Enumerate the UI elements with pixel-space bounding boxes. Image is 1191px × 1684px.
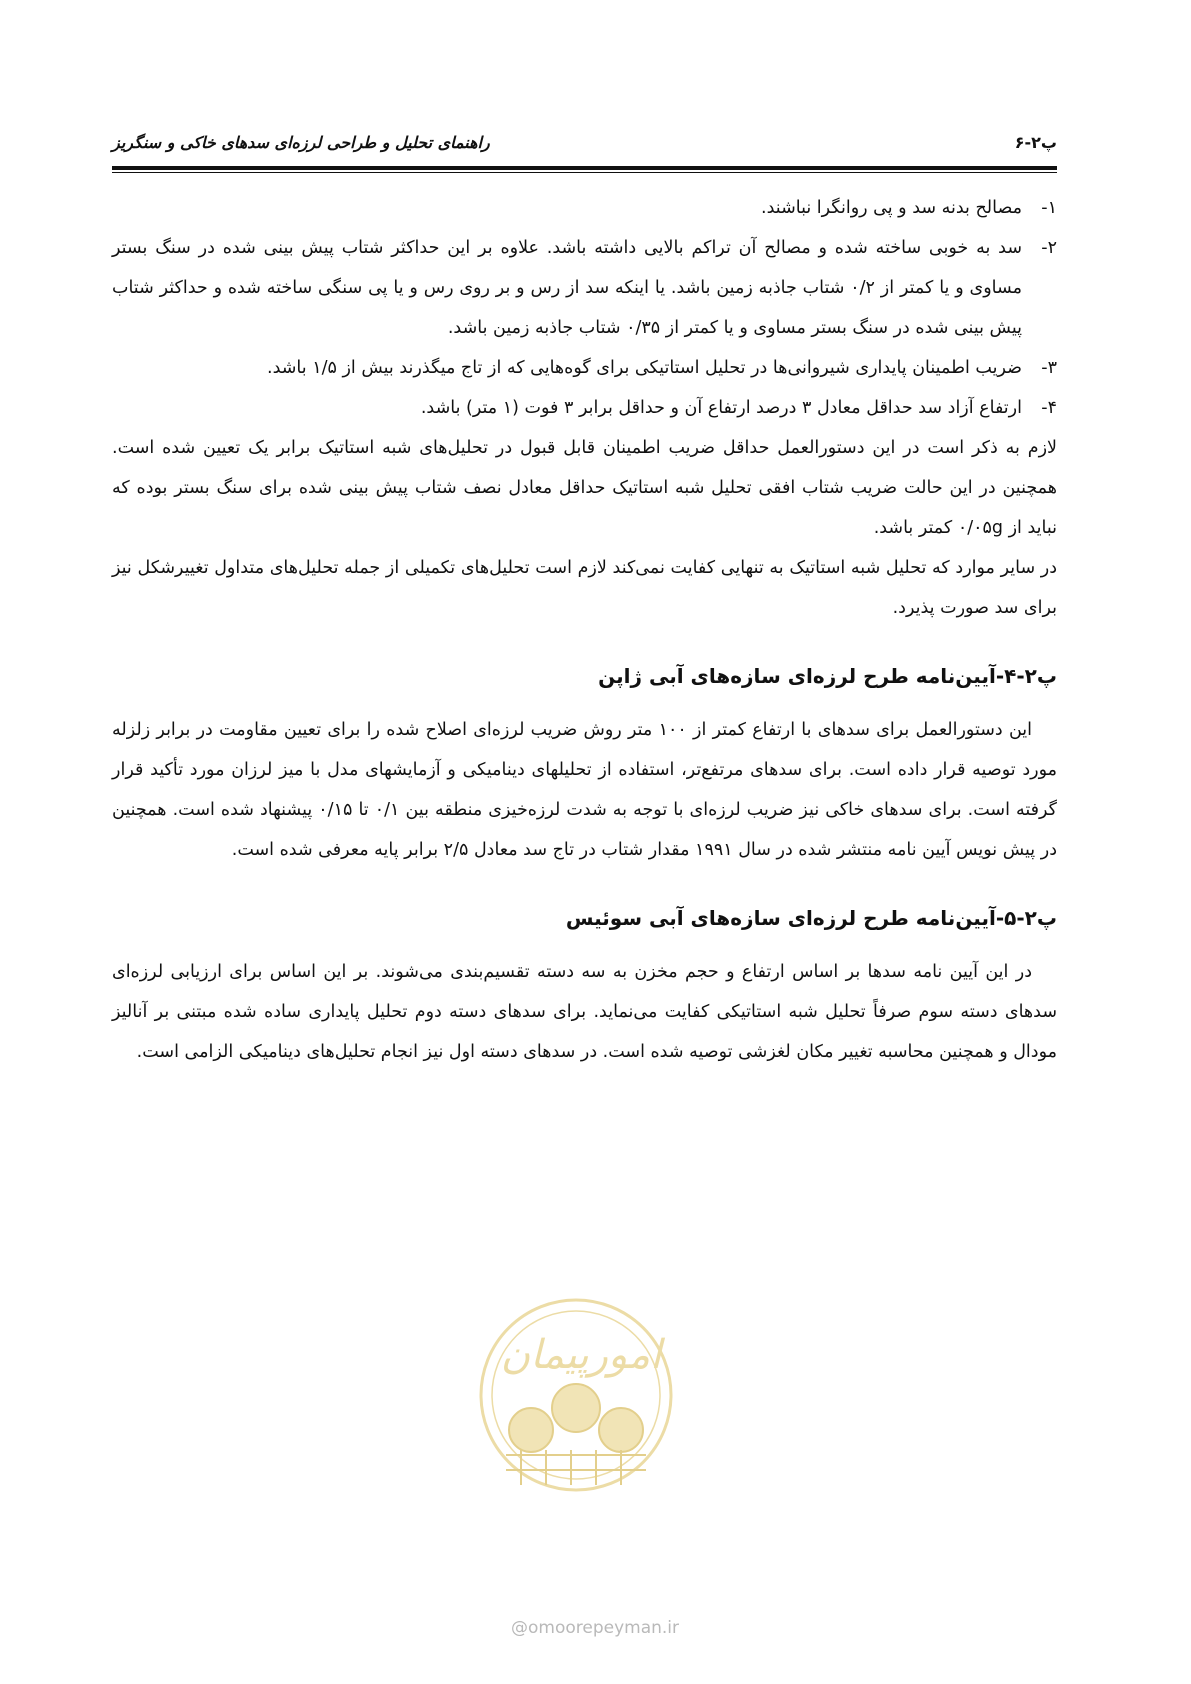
- watermark-logo: [446, 1290, 706, 1500]
- header-rule-thin: [112, 172, 1057, 173]
- header-rule: [112, 166, 1057, 170]
- list-item-text: ارتفاع آزاد سد حداقل معادل ۳ درصد ارتفاع آن و حداقل برابر ۳ فوت (۱ متر) باشد.: [420, 398, 1022, 418]
- list-item-text: ضریب اطمینان پایداری شیروانی‌ها در تحلیل استاتیکی برای گوه‌هایی که از تاج میگذرند بیش از ۱/۵ باشد.: [267, 358, 1022, 378]
- page-header: [112, 125, 1057, 165]
- page-number: پ۲-۶: [1014, 133, 1057, 152]
- list-item-number: ۱-: [1041, 198, 1057, 218]
- paragraph: در سایر موارد که تحلیل شبه استاتیک به تنهایی کفایت نمی‌کند لازم است تحلیل‌های تکمیلی از جمله تحلیل‌های متداول تغییرشکل نیز برای سد صورت پذیرد.: [112, 558, 1057, 618]
- list-item-number: ۴-: [1041, 398, 1057, 418]
- paragraph: در این آیین نامه سدها بر اساس ارتفاع و حجم مخزن به سه دسته تقسیم‌بندی می‌شوند. بر این اساس برای ارزیابی لرزه‌ای سدهای دسته سوم صرفاً تحلیل شبه استاتیکی کفایت می‌نماید. برای سدهای دسته دوم تحلیل پایداری ساده شده مبتنی بر آنالیز مودال و همچنین محاسبه تغییر مکان لغزشی توصیه شده است. در سدهای دسته اول نیز انجام تحلیل‌های دینامیکی الزامی است.: [112, 962, 1057, 1062]
- paragraph: لازم به ذکر است در این دستورالعمل حداقل ضریب اطمینان قابل قبول در تحلیل‌های شبه استاتیک برابر یک تعیین شده است. همچنین در این حالت ضریب شتاب افقی تحلیل شبه استاتیک حداقل معادل نصف شتاب پیش بینی شده برای سنگ بستر بوده که نباید از ۰/۰۵g کمتر باشد.: [112, 438, 1057, 538]
- watermark-url: @omoorepeyman.ir: [510, 1618, 680, 1638]
- list-item-number: ۲-: [1041, 238, 1057, 258]
- list-item: [112, 348, 1057, 388]
- list-item: [112, 228, 1057, 348]
- paragraph: این دستورالعمل برای سدهای با ارتفاع کمتر از ۱۰۰ متر روش ضریب لرزه‌ای اصلاح شده را برای تعیین مقاومت در برابر زلزله مورد توصیه قرار داده است. برای سدهای مرتفع‌تر، استفاده از تحلیلهای دینامیکی و آزمایشهای مدل با میز لرزان مورد تأکید قرار گرفته است. برای سدهای خاکی نیز ضریب لرزه‌ای با توجه به شدت لرزه‌خیزی منطقه بین ۰/۱ تا ۰/۱۵ پیشنهاد شده است. همچنین در پیش نویس آیین نامه منتشر شده در سال ۱۹۹۱ مقدار شتاب در تاج سد معادل ۲/۵ برابر پایه معرفی شده است.: [112, 720, 1058, 860]
- list-item-text: مصالح بدنه سد و پی روانگرا نباشند.: [761, 198, 1022, 218]
- list-item: [112, 388, 1057, 428]
- page-body: [112, 188, 1057, 1072]
- running-title: راهنمای تحلیل و طراحی لرزه‌ای سدهای خاکی و سنگریز: [112, 133, 490, 152]
- section-heading-swiss: پ۲-۵-آیین‌نامه طرح لرزه‌ای سازه‌های آبی سوئیس: [565, 906, 1057, 930]
- list-item: [112, 188, 1057, 228]
- conditions-list: [112, 188, 1057, 428]
- watermark-logo-text: امورپیمان: [500, 1332, 662, 1378]
- section-heading-japan: پ۲-۴-آیین‌نامه طرح لرزه‌ای سازه‌های آبی ژاپن: [598, 664, 1057, 688]
- list-item-number: ۳-: [1041, 358, 1057, 378]
- list-item-text: سد به خوبی ساخته شده و مصالح آن تراکم بالایی داشته باشد. علاوه بر این حداکثر شتاب پیش بینی شده در سنگ بستر مساوی و یا کمتر از ۰/۲ شتاب جاذبه زمین باشد. یا اینکه سد از رس و بر روی رس و یا پی سنگی ساخته شده و حداکثر شتاب پیش بینی شده در سنگ بستر مساوی و یا کمتر از ۰/۳۵ شتاب جاذبه زمین باشد.: [112, 238, 1022, 338]
